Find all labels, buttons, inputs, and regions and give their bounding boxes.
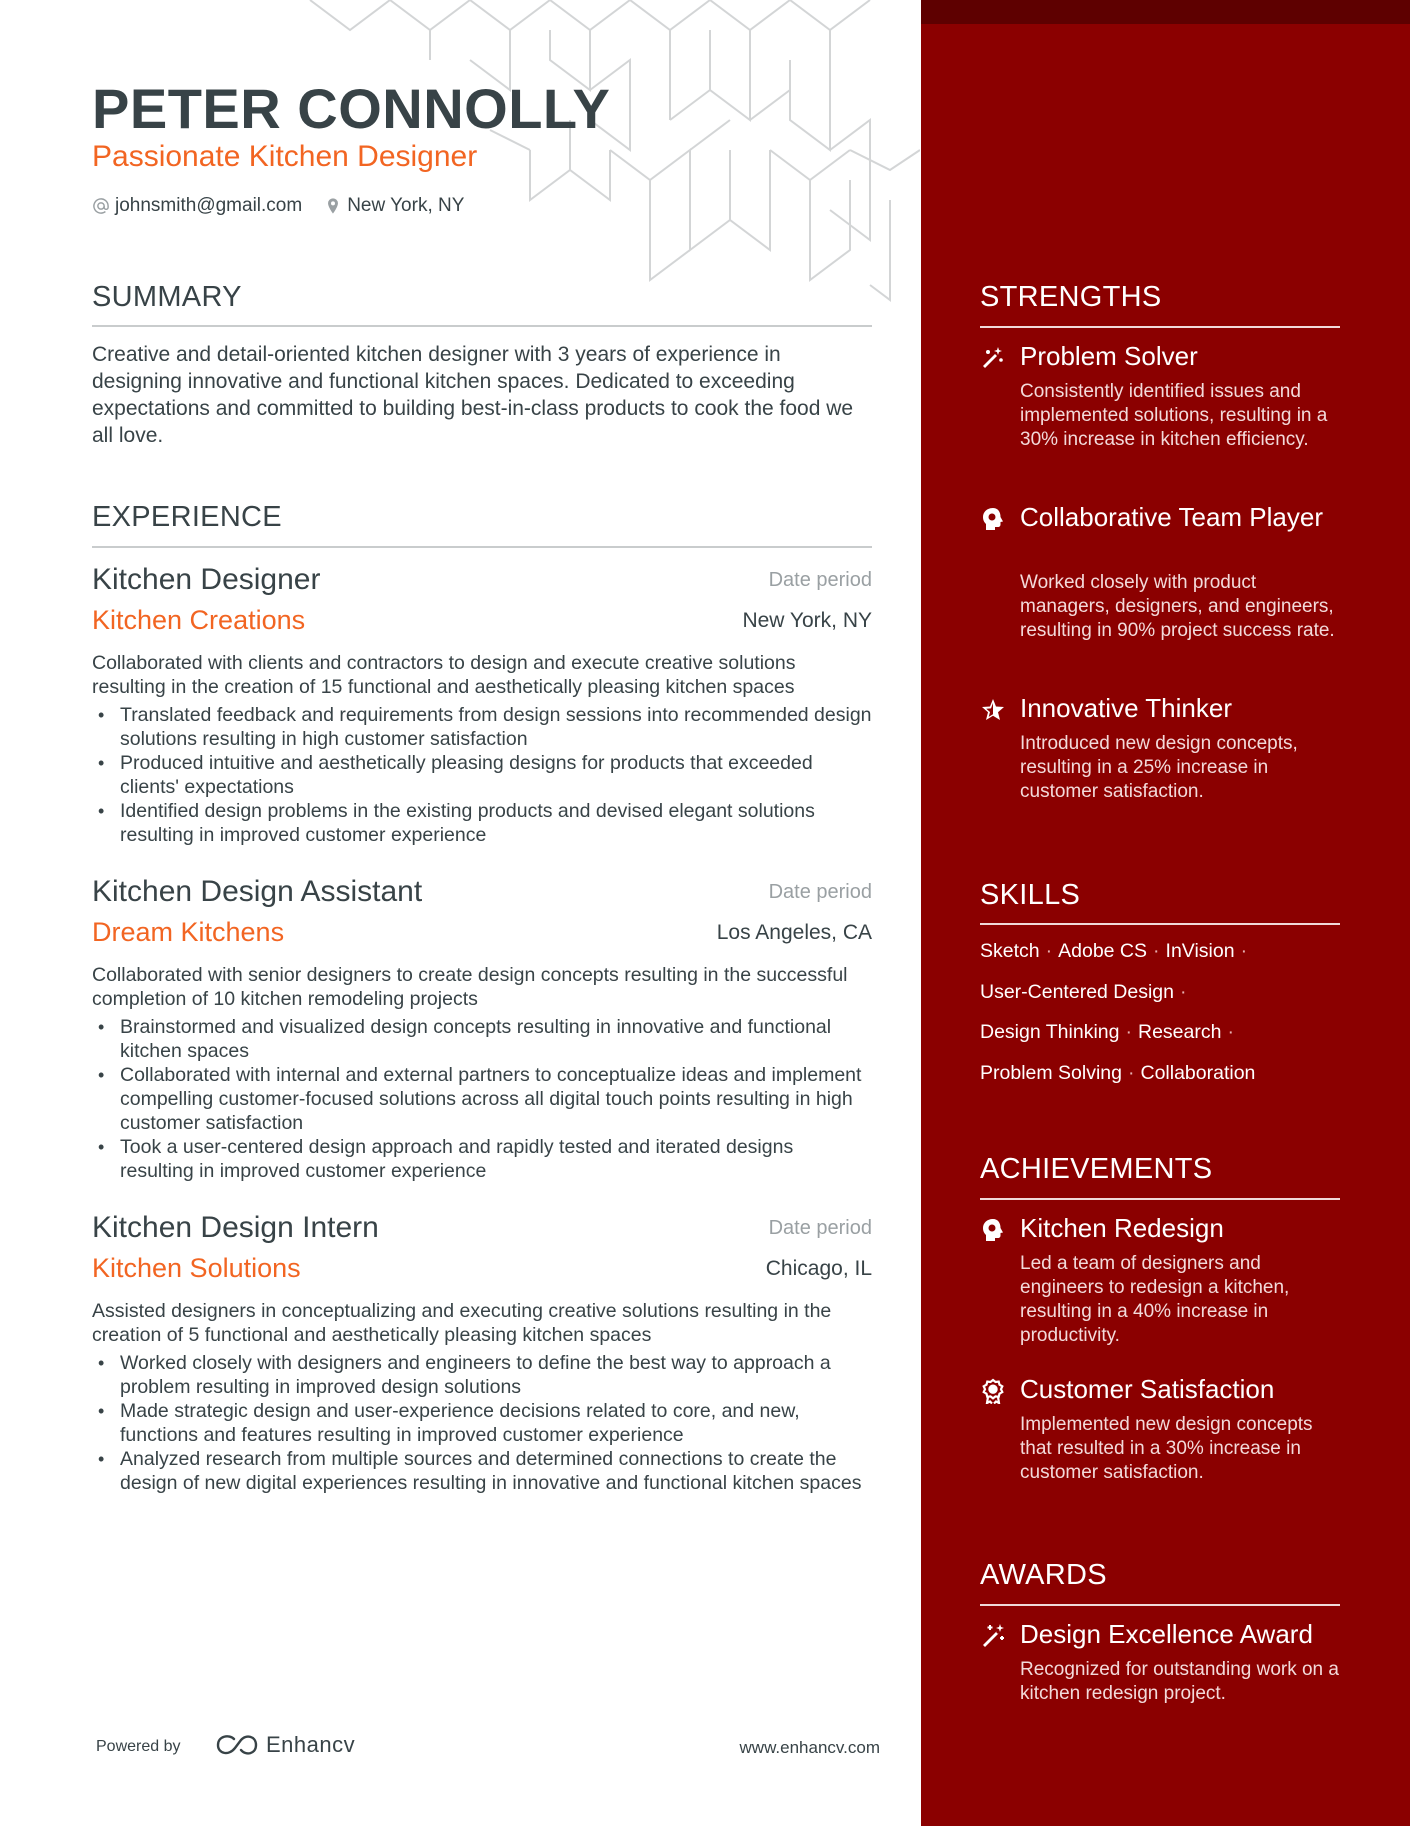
skills-row: Sketch · Adobe CS · InVision · [980, 940, 1248, 962]
job-title: Kitchen Design Assistant [92, 875, 423, 908]
skills-row: Problem Solving · Collaboration [980, 1061, 1256, 1084]
job-bullets [92, 1015, 872, 1183]
achievement-description: Led a team of designers and engineers to redesign a kitchen, resulting in a 40% increase in productivity. [1020, 1253, 1290, 1346]
summary-text: Creative and detail-oriented kitchen designer with 3 years of experience in designing innovative and functional kitchen spaces. Dedicated to exceeding expectations and committed to building best-in-class products to cook the food we all love. [92, 343, 854, 447]
job-location: Los Angeles, CA [716, 921, 872, 944]
at-icon [92, 197, 110, 215]
job-location: Chicago, IL [765, 1257, 872, 1280]
candidate-name: PETER CONNOLLY [92, 77, 611, 140]
company-name: Kitchen Solutions [92, 1253, 301, 1283]
experience-divider [92, 546, 872, 548]
skills-divider [980, 923, 1340, 925]
list-item: • Produced intuitive and aesthetically pleasing designs for products that exceeded clients' expectations [92, 751, 872, 799]
job-date: Date period [768, 569, 872, 591]
achievement-title: Kitchen Redesign [1020, 1213, 1224, 1243]
skill-tag: Collaboration [1140, 1061, 1256, 1084]
job-date: Date period [768, 881, 872, 903]
footer [96, 1732, 880, 1762]
job-description: Collaborated with clients and contractors to design and execute creative solutions resulting in the creation of 15 functional and aesthetically pleasing kitchen spaces [92, 652, 796, 698]
skills-list [980, 940, 1340, 1102]
summary-divider [92, 325, 872, 327]
summary-heading: SUMMARY [92, 281, 242, 313]
job-title: Kitchen Design Intern [92, 1211, 379, 1244]
awards-divider [980, 1604, 1340, 1606]
list-item: • Collaborated with internal and external partners to conceptualize ideas and implement compelling customer-focused solutions across all digital touch points resulting in high customer satisfaction [92, 1063, 872, 1135]
strengths-heading: STRENGTHS [980, 281, 1162, 313]
headline: Passionate Kitchen Designer [92, 140, 478, 173]
list-item: • Brainstormed and visualized design concepts resulting in innovative and functional kitchen spaces [92, 1015, 872, 1063]
sidebar [921, 0, 1410, 1826]
website-link[interactable]: www.enhancv.com [739, 1738, 880, 1757]
awards-heading: AWARDS [980, 1559, 1107, 1591]
list-item: • Analyzed research from multiple sources and determined connections to create the design of new digital experiences resulting in innovative and functional kitchen spaces [92, 1447, 872, 1495]
contact-info [92, 195, 486, 217]
strength-description: Introduced new design concepts, resulting in a 25% increase in customer satisfaction. [1020, 733, 1298, 802]
location-text: New York, NY [347, 195, 465, 216]
magic-wand-icon [980, 1623, 1006, 1649]
job-description: Collaborated with senior designers to create design concepts resulting in the successful completion of 10 kitchen remodeling projects [92, 964, 848, 1010]
list-item: • Worked closely with designers and engineers to define the best way to approach a problem resulting in improved design solutions [92, 1351, 872, 1399]
skill-tag: Design Thinking [980, 1021, 1120, 1043]
achievements-heading: ACHIEVEMENTS [980, 1153, 1213, 1185]
list-item: • Translated feedback and requirements from design sessions into recommended design solutions resulting in high customer satisfaction [92, 703, 872, 751]
job-bullets [92, 703, 872, 847]
skill-tag: Adobe CS [1058, 940, 1148, 962]
strength-description: Consistently identified issues and implemented solutions, resulting in a 30% increase in kitchen efficiency. [1020, 381, 1328, 450]
skill-tag: Problem Solving [980, 1061, 1122, 1084]
email-text: johnsmith@gmail.com [115, 195, 303, 216]
skill-tag: User-Centered Design [980, 980, 1175, 1003]
location-pin-icon [324, 197, 342, 215]
company-name: Dream Kitchens [92, 917, 285, 947]
strength-description: Worked closely with product managers, designers, and engineers, resulting in 90% project success rate. [1020, 572, 1335, 641]
company-name: Kitchen Creations [92, 605, 306, 635]
job-location: New York, NY [742, 609, 872, 632]
job-description: Assisted designers in conceptualizing and executing creative solutions resulting in the creation of 5 functional and aesthetically pleasing kitchen spaces [92, 1300, 832, 1346]
skill-tag: Research [1137, 1021, 1222, 1043]
strengths-divider [980, 326, 1340, 328]
head-icon [980, 1217, 1006, 1243]
job-date: Date period [768, 1217, 872, 1239]
email-contact[interactable] [92, 195, 302, 217]
skills-heading: SKILLS [980, 879, 1081, 911]
enhancv-logo-icon [214, 1732, 260, 1758]
head-icon [980, 506, 1006, 532]
strength-title: Collaborative Team Player [1020, 502, 1323, 532]
strength-title: Problem Solver [1020, 341, 1198, 371]
achievement-description: Implemented new design concepts that resulted in a 30% increase in customer satisfaction. [1020, 1414, 1313, 1483]
award-icon [980, 1378, 1006, 1404]
wand-icon [980, 345, 1006, 371]
list-item: • Identified design problems in the existing products and devised elegant solutions resulting in improved customer experience [92, 799, 872, 847]
brand-name: Enhancv [266, 1732, 356, 1757]
skills-row: User-Centered Design · [980, 980, 1187, 1003]
strength-title: Innovative Thinker [1020, 693, 1232, 723]
star-icon [980, 697, 1006, 723]
skill-tag: Sketch [980, 940, 1040, 962]
achievement-title: Customer Satisfaction [1020, 1374, 1275, 1404]
job-title: Kitchen Designer [92, 563, 321, 596]
enhancv-logo[interactable] [214, 1732, 355, 1758]
job-bullets [92, 1351, 872, 1495]
experience-heading: EXPERIENCE [92, 501, 282, 533]
skills-row: Design Thinking · Research · [980, 1021, 1234, 1043]
award-title: Design Excellence Award [1020, 1619, 1313, 1649]
skill-tag: InVision [1165, 940, 1235, 962]
list-item: • Made strategic design and user-experience decisions related to core, and new, functions and features resulting in improved customer experience [92, 1399, 872, 1447]
powered-by-label: Powered by [96, 1738, 181, 1755]
list-item: • Took a user-centered design approach and rapidly tested and iterated designs resulting in improved customer experience [92, 1135, 872, 1183]
achievements-divider [980, 1198, 1340, 1200]
sidebar-top-band [921, 0, 1410, 24]
award-description: Recognized for outstanding work on a kitchen redesign project. [1020, 1659, 1339, 1704]
location-contact [324, 195, 464, 217]
